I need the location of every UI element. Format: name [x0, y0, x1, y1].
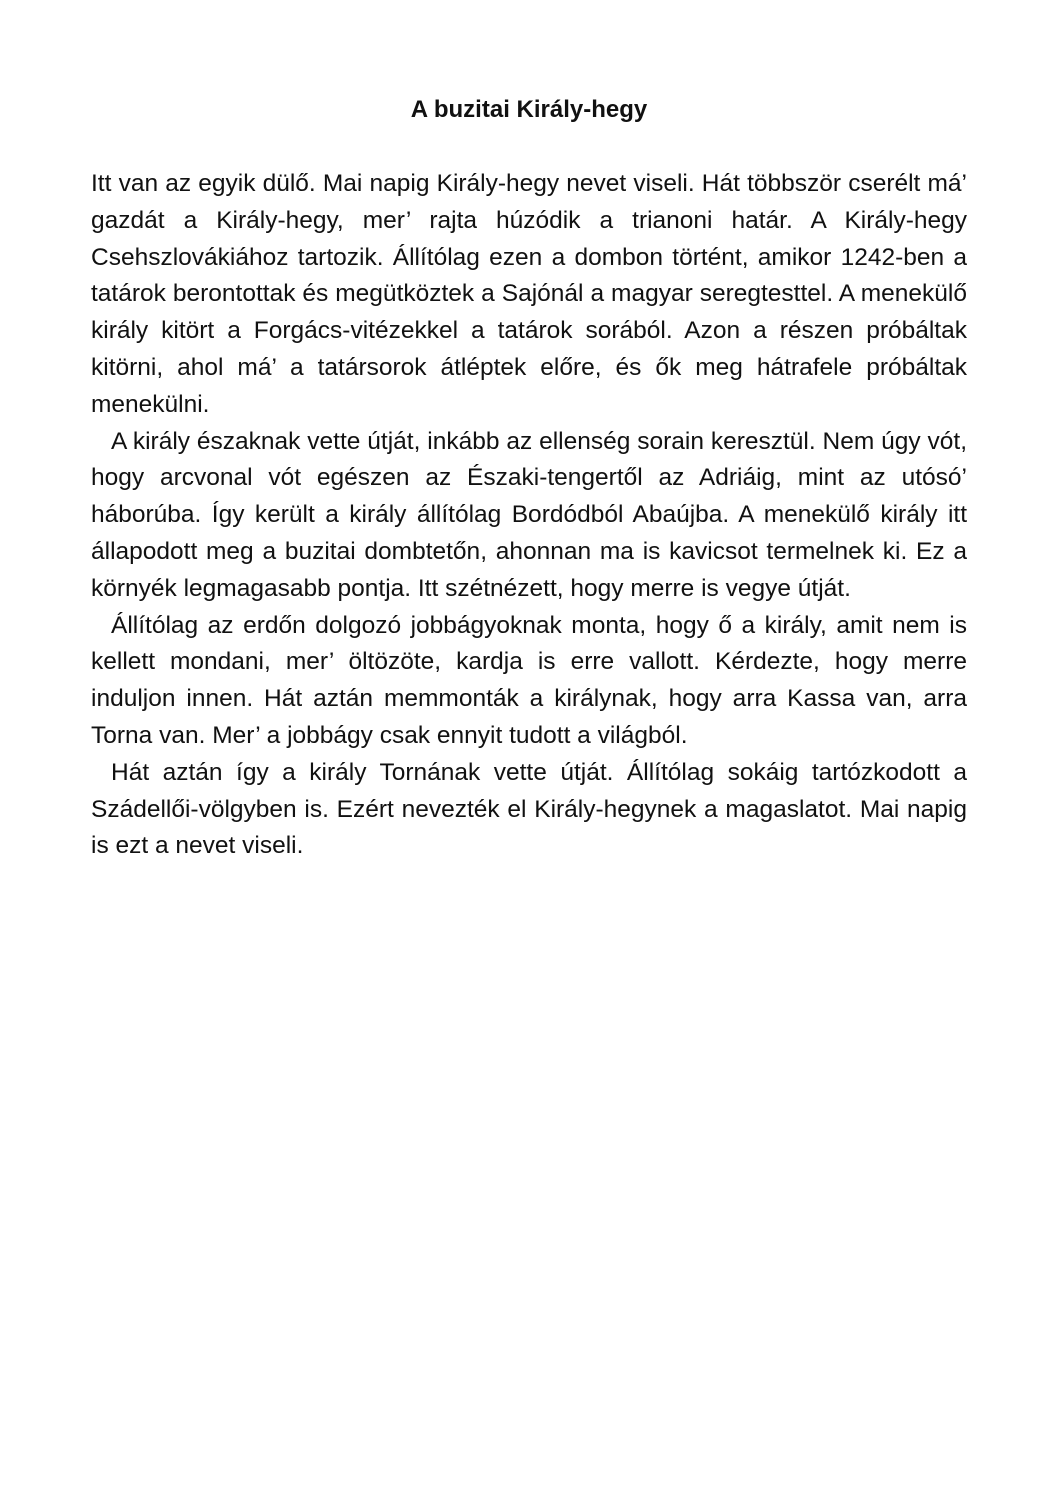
page-title: A buzitai Király-hegy: [410, 96, 648, 123]
paragraph-1: Itt van az egyik dülő. Mai napig Király-hegy nevet viseli. Hát többször cserélt má’ gazdát a Király-hegy, mer’ rajta húzódik a trianoni határ. A Király-hegy Csehszlovákiához tartozik. Állítólag ezen a dombon történt, amikor 1242-ben a tatárok berontottak és megütköztek a Sajónál a magyar seregtesttel. A menekülő király kitört a Forgács-vitézekkel a tatárok sorából. Azon a részen próbáltak kitörni, ahol má’ a tatársorok átléptek előre, és ők meg hátrafele próbáltak menekülni.: [91, 170, 967, 418]
paragraph-2: A király északnak vette útját, inkább az ellenség sorain keresztül. Nem úgy vót, hogy arcvonal vót egészen az Északi-tengertől az Adriáig, mint az utósó’ háborúba. Így került a király állítólag Bordódból Abaújba. A menekülő király itt állapodott meg a buzitai dombtetőn, ahonnan ma is kavicsot termelnek ki. Ez a környék legmagasabb pontja. Itt szétnézett, hogy merre is vegye útját.: [91, 427, 967, 602]
document-page: [91, 92, 967, 865]
paragraph-3: Állítólag az erdőn dolgozó jobbágyoknak monta, hogy ő a király, amit nem is kellett mondani, mer’ öltözöte, kardja is erre vallott. Kérdezte, hogy merre induljon innen. Hát aztán memmonták a királynak, hogy arra Kassa van, arra Torna van. Mer’ a jobbágy csak ennyit tudott a világból.: [91, 611, 967, 749]
paragraph-4: Hát aztán így a király Tornának vette útját. Állítólag sokáig tartózkodott a Szádellői-völgyben is. Ezért nevezték el Király-hegynek a magaslatot. Mai napig is ezt a nevet viseli.: [91, 758, 967, 860]
